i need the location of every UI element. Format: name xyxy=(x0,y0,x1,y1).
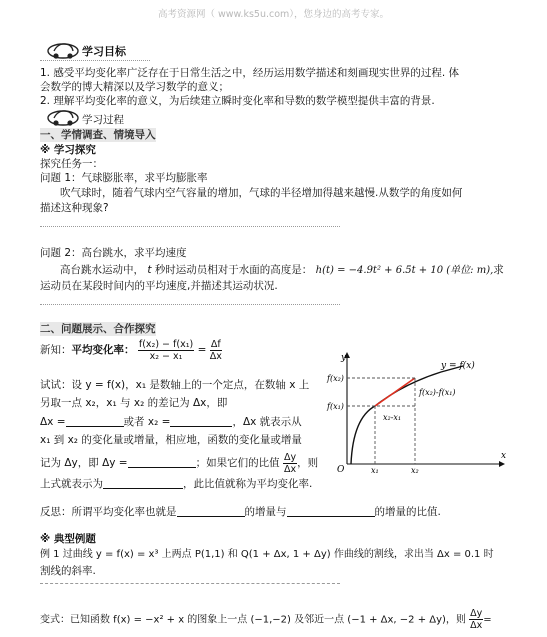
q2-part-c: 求 xyxy=(493,264,504,276)
q2-part-a: 高台跳水运动中， xyxy=(60,264,144,276)
x-axis-label: x xyxy=(501,451,507,461)
x2-label: x₂ xyxy=(411,466,419,474)
goal-item-1-line-1: 1. 感受平均变化率广泛存在于日常生活之中，经历运用数学描述和刻画现实世界的过程. 体 xyxy=(40,67,460,79)
question-2-text-2: 运动员在某段时间内的平均速度,并描述其运动状况. xyxy=(40,280,278,292)
example-1-line-2: 割线的斜率. xyxy=(40,565,96,577)
goals-heading: 学习目标 xyxy=(82,45,126,58)
page-header: 高考资源网（ www.ks5u.com），您身边的高考专家。 xyxy=(157,9,390,20)
examples-heading: ※ 典型例题 xyxy=(40,533,96,545)
goal-item-1-line-2: 会数学的博大精深以及学习数学的意义； xyxy=(40,81,229,93)
car-icon xyxy=(46,40,80,60)
question-1-text-2: 描述这种现象? xyxy=(40,202,109,214)
avg-rate-label: 平均变化率： xyxy=(71,344,135,356)
q2-part-b: 秒时运动员相对于水面的高度是： xyxy=(154,264,313,276)
question-2-text-1 xyxy=(60,263,504,278)
try-line-1: 试试：设 y = f(x)，x₁ 是数轴上的一个定点，在数轴 x 上 xyxy=(40,379,310,391)
reflect-line: 反思：所谓平均变化率也就是 的增量与 的增量的比值. xyxy=(40,506,441,518)
x1-label: x₁ xyxy=(371,466,379,474)
section-2-title: 二、问题展示、合作探究 xyxy=(40,323,156,335)
question-1-title: 问题 1：气球膨胀率，求平均膨胀率 xyxy=(40,172,208,184)
q2-formula: h(t) = −4.9t² + 6.5t + 10 (单位: m), xyxy=(315,265,494,276)
fx2-label: f(x₂) xyxy=(327,374,344,383)
q2-var-t: t xyxy=(147,264,152,276)
explore-heading: ※ 学习探究 xyxy=(40,144,96,156)
goal-item-2: 2. 理解平均变化率的意义，为后续建立瞬时变化率和导数的数学模型提供丰富的背景. xyxy=(40,95,435,107)
y-axis-label: y xyxy=(341,353,347,363)
task-label: 探究任务一： xyxy=(40,158,103,170)
car-icon xyxy=(46,107,80,127)
avg-rate-definition: 新知：平均变化率： $\frac{\text{f(x₂) − f(x₁)}}{\text{x₂ − x₁}}$ = $\frac{\Delta f}{\Delta x}$ xyxy=(40,338,222,362)
new-knowledge-label: 新知： xyxy=(40,344,72,356)
diff-x-label: x₂-x₁ xyxy=(383,413,402,422)
example-1-line-1: 例 1 过曲线 y = f(x) = x³ 上两点 P(1,1) 和 Q(1 + Δx, 1 + Δy) 作曲线的割线，求出当 Δx = 0.1 时 xyxy=(40,549,494,560)
rate-fraction-1: $\frac{\text{f(x₂) − f(x₁)}}{\text{x₂ − x₁}}$ xyxy=(138,338,194,362)
rate-fraction-4: $\frac{\Delta y}{\Delta x}$ xyxy=(470,608,483,631)
diff-y-label: f(x₂)-f(x₁) xyxy=(419,388,456,397)
rate-fraction-3: $\frac{\Delta y}{\Delta x}$ xyxy=(283,451,297,475)
variant-line: 变式：已知函数 f(x) = −x² + x 的图象上一点 (−1,−2) 及邻近一点 (−1 + Δx, −2 + Δy)，则 $\frac{\Delta y}{\Delta x}$ = xyxy=(40,608,492,631)
question-2-title: 问题 2：高台跳水，求平均速度 xyxy=(40,247,187,259)
try-line-2: 另取一点 x₂，x₁ 与 x₂ 的差记为 Δx，即 xyxy=(40,397,228,409)
fx1-label: f(x₁) xyxy=(327,402,344,411)
question-1-text-1: 吹气球时，随着气球内空气容量的增加，气球的半径增加得越来越慢.从数学的角度如何 xyxy=(60,187,463,199)
try-line-6: 上式就表示为 ，此比值就称为平均变化率. xyxy=(40,478,313,490)
try-line-3: Δx = 或者 x₂ = ，Δx 就表示从 xyxy=(40,416,302,428)
try-line-5: 记为 Δy，即 Δy = ；如果它们的比值 $\frac{\Delta y}{\Delta x}$ ，则 xyxy=(40,451,319,475)
section-1-title: 一、学情调查、情境导入 xyxy=(40,129,156,141)
process-heading: 学习过程 xyxy=(82,114,124,126)
try-line-4: x₁ 到 x₂ 的变化量或增量，相应地，函数的变化量或增量 xyxy=(40,434,302,446)
average-rate-graph xyxy=(323,348,511,474)
curve-label: y = f(x) xyxy=(441,361,475,371)
rate-fraction-2: $\frac{\Delta f}{\Delta x}$ xyxy=(209,338,222,362)
origin-label: O xyxy=(337,465,345,474)
